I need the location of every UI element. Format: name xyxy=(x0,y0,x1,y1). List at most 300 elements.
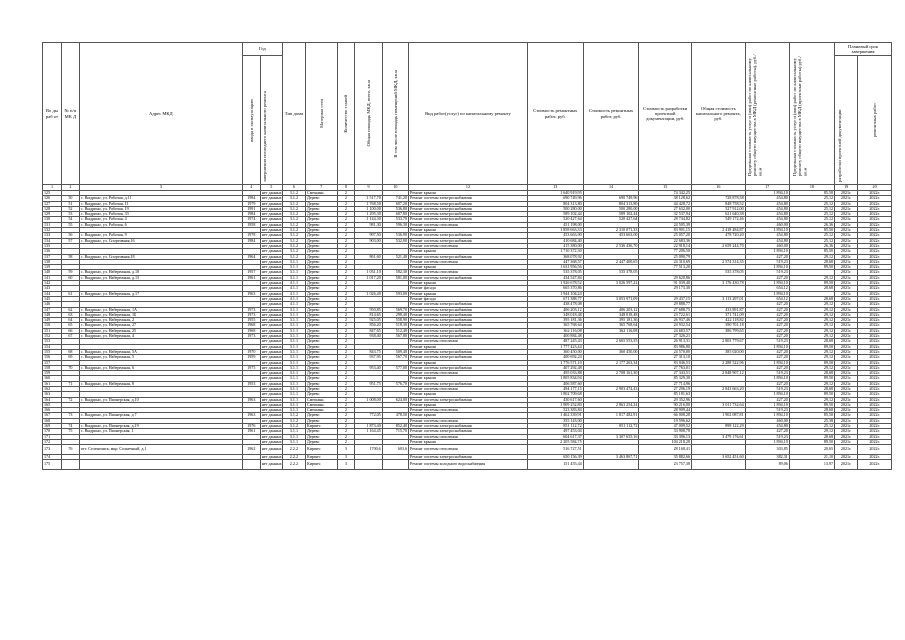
cell-limit-cost-design: 26,36 xyxy=(789,222,834,227)
cell-limit-cost-design: 29,12 xyxy=(789,355,834,360)
cell-last-repair-year: нет данных xyxy=(261,344,282,349)
cell-work-type: Ремонт крыши xyxy=(409,291,528,296)
cell-limit-cost-repair: 454,80 xyxy=(745,424,789,429)
cell-address: с. Выдрино, ул. Набережная, 1А xyxy=(79,307,242,312)
cell-work-type: Ремонт системы отопления xyxy=(409,222,528,227)
cell-limit-cost-design: 29,12 xyxy=(789,349,834,354)
cell-limit-cost-design: 25,12 xyxy=(789,201,834,206)
cell-work-type: Ремонт крыши xyxy=(409,265,528,270)
cell-commission-year: 1991 xyxy=(242,206,260,211)
cell-plan-design-year: 2021г. xyxy=(835,254,858,259)
cell-premises-area: 607,80 xyxy=(382,212,408,217)
cell-house-type: 3.1.1 xyxy=(282,323,305,328)
cell-total-cost: 2 659 244,70 xyxy=(692,243,746,248)
cell-floors: 2 xyxy=(337,371,355,376)
cell-address: с. Выдрино, ул. Набережная, 6 xyxy=(79,365,242,370)
cell-limit-cost-design: 25,12 xyxy=(789,238,834,243)
cell-repair-cost: 410 684,40 xyxy=(527,238,583,243)
cell-house-type: 3.1.1 xyxy=(282,275,305,280)
col-number: 9 xyxy=(355,185,382,191)
cell-floors: 2 xyxy=(337,318,355,323)
cell-house-type: 3.1.1 xyxy=(282,349,305,354)
col-number: 14 xyxy=(583,185,639,191)
cell-row-number: 152 xyxy=(43,334,62,339)
cell-total-cost: 3 479 176,61 xyxy=(692,434,746,439)
cell-house-type: 3.1.2 xyxy=(282,249,305,254)
cell-work-type: Ремонт системы электроснабжения xyxy=(409,212,528,217)
header-premises-area xyxy=(382,43,408,185)
cell-house-type: 3.1.1 xyxy=(282,328,305,333)
cell-premises-area: 582,30 xyxy=(382,270,408,275)
cell-floors: 2 xyxy=(337,424,355,429)
cell-work-type: Ремонт системы электроснабжения xyxy=(409,334,528,339)
cell-repair-cost-total xyxy=(583,445,639,455)
cell-wall-material: Дерево xyxy=(305,249,337,254)
cell-address: с. Выдрино, ул. Набережная, 8 xyxy=(79,381,242,386)
cell-commission-year: 1963 xyxy=(242,413,260,418)
cell-house-number: 65 xyxy=(61,323,79,328)
cell-house-number: 59 xyxy=(61,270,79,275)
cell-plan-repair-year: 2022г. xyxy=(858,445,892,455)
cell-address: с. Выдрино, ул. Набережная, 25 xyxy=(79,328,242,333)
cell-repair-cost-total: 690 749,96 xyxy=(583,196,639,201)
cell-commission-year: 1964 xyxy=(242,254,260,259)
cell-premises-area: 532,00 xyxy=(382,238,408,243)
cell-house-type: 3.1.1 xyxy=(282,386,305,391)
cell-total-cost: 422 118,82 xyxy=(692,318,746,323)
cell-repair-cost-total: 2 536 436,70 xyxy=(583,243,639,248)
cell-plan-repair-year: 2022г. xyxy=(858,439,892,444)
cell-limit-cost-design: 89,50 xyxy=(789,439,834,444)
cell-row-number: 159 xyxy=(43,371,62,376)
cell-commission-year: 1970 xyxy=(242,349,260,354)
cell-plan-repair-year: 2022г. xyxy=(858,275,892,280)
cell-total-area: 856,20 xyxy=(355,323,382,328)
cell-last-repair-year: нет данных xyxy=(261,269,282,275)
cell-house-type: 3.1.1 xyxy=(282,339,305,344)
cell-design-cost: 29 888,77 xyxy=(639,302,692,307)
cell-limit-cost-repair: 519,23 xyxy=(745,339,789,344)
cell-plan-design-year: 2021г. xyxy=(835,434,858,439)
cell-floors: 2 xyxy=(337,222,355,227)
cell-premises-area: 581,00 xyxy=(382,275,408,280)
cell-wall-material: Дерево xyxy=(305,439,337,444)
cell-wall-material: Кирпич xyxy=(305,445,337,455)
header-plan-design xyxy=(835,56,858,185)
col-number: 19 xyxy=(835,185,858,191)
cell-work-type: Ремонт системы электроснабжения xyxy=(409,238,528,243)
cell-plan-repair-year: 2022г. xyxy=(858,328,892,333)
cell-wall-material: Дерево xyxy=(305,392,337,397)
cell-house-number: 74 xyxy=(61,424,79,429)
cell-address: с. Выдрино, ул. Набережная, 4 xyxy=(79,334,242,339)
cell-premises-area: 569,70 xyxy=(382,307,408,312)
header-plan-group: Плановый срок завершения xyxy=(835,43,892,56)
cell-floors: 2 xyxy=(337,212,355,217)
cell-limit-cost-design: 29,12 xyxy=(789,429,834,434)
cell-repair-cost: 434 547,84 xyxy=(527,275,583,280)
cell-last-repair-year: нет данных xyxy=(261,370,282,376)
cell-house-type: 3.1.2 xyxy=(282,228,305,233)
cell-premises-area: 558,90 xyxy=(382,318,408,323)
cell-address: с. Выдрино, ул. Пионерская, д.10 xyxy=(79,397,242,402)
cell-house-type: 4.1.1 xyxy=(282,281,305,286)
cell-wall-material: Дерево xyxy=(305,360,337,365)
cell-plan-repair-year: 2022г. xyxy=(858,307,892,312)
cell-limit-cost-design: 25,12 xyxy=(789,196,834,201)
cell-repair-cost: 407 292,48 xyxy=(527,365,583,370)
cell-commission-year: 1963 xyxy=(242,397,260,402)
cell-total-area: 1 100,00 xyxy=(355,206,382,211)
cell-limit-cost-design: 25,12 xyxy=(789,217,834,222)
cell-plan-design-year: 2021г. xyxy=(835,312,858,317)
cell-house-type: 3.1.1 xyxy=(282,365,305,370)
cell-wall-material: Дерево xyxy=(305,254,337,259)
cell-last-repair-year: нет данных xyxy=(261,195,282,201)
cell-plan-design-year: 2021г. xyxy=(835,339,858,344)
cell-total-cost: 3 176 430,78 xyxy=(692,281,746,286)
cell-house-number: 56 xyxy=(61,233,79,238)
header-premises-area-label: В том числе площадь помещений МКД, кв.м xyxy=(392,69,398,158)
cell-repair-cost: 1 802 709,68 xyxy=(527,392,583,397)
cell-plan-design-year: 2021г. xyxy=(835,360,858,365)
cell-address: пгт. Селенгинск, мкр. Солнечный, д.1 xyxy=(79,445,242,455)
cell-house-number: 70 xyxy=(61,365,79,370)
cell-limit-cost-repair: 519,23 xyxy=(745,408,789,413)
col-number: 4 xyxy=(242,185,260,191)
cell-floors: 2 xyxy=(337,228,355,233)
cell-work-type: Ремонт системы электроснабжения xyxy=(409,201,528,206)
cell-wall-material: Смешанн. xyxy=(305,191,337,196)
cell-house-type: 3.1.1 xyxy=(282,371,305,376)
cell-plan-repair-year: 2022г. xyxy=(858,249,892,254)
cell-house-number: 63 xyxy=(61,312,79,317)
cell-wall-material: Дерево xyxy=(305,281,337,286)
cell-repair-cost: 650 156,39 xyxy=(527,454,583,459)
cell-plan-design-year: 2021г. xyxy=(835,439,858,444)
cell-repair-cost: 400 884,48 xyxy=(527,334,583,339)
cell-work-type: Ремонт системы электроснабжения xyxy=(409,349,528,354)
cell-floors: 2 xyxy=(337,291,355,296)
cell-total-area xyxy=(355,460,382,470)
cell-last-repair-year: нет данных xyxy=(261,190,282,195)
cell-house-type: 2.2.2 xyxy=(282,454,305,459)
cell-limit-cost-repair: 454,80 xyxy=(745,206,789,211)
cell-limit-cost-repair: 1 894,10 xyxy=(745,439,789,444)
cell-address: с. Выдрино, ул. Спортивная,18 xyxy=(79,254,242,259)
cell-house-number: 68 xyxy=(61,349,79,354)
cell-wall-material: Дерево xyxy=(305,339,337,344)
cell-total-cost: 2 848 907,12 xyxy=(692,371,746,376)
cell-floors: 3 xyxy=(337,454,355,459)
cell-design-cost: 24 932,54 xyxy=(639,323,692,328)
cell-premises-area: 509,40 xyxy=(382,349,408,354)
cell-plan-repair-year: 2022г. xyxy=(858,291,892,296)
cell-limit-cost-repair: 427,20 xyxy=(745,275,789,280)
cell-wall-material: Дерево xyxy=(305,376,337,381)
cell-last-repair-year: нет данных xyxy=(261,254,282,259)
header-col-2: № п/п МК Д xyxy=(61,43,79,185)
cell-design-cost: 19 596,62 xyxy=(639,418,692,423)
cell-total-cost: 2 843 663,20 xyxy=(692,386,746,391)
cell-limit-cost-repair: 454,80 xyxy=(745,196,789,201)
cell-plan-repair-year: 2022г. xyxy=(858,402,892,407)
cell-premises-area: 577,00 xyxy=(382,365,408,370)
cell-total-cost: 2 418 484,87 xyxy=(692,228,746,233)
header-plan-repair-label: ремонтных работ xyxy=(871,103,877,137)
cell-total-area: 1 144,30 xyxy=(355,217,382,222)
cell-plan-repair-year: 2022г. xyxy=(858,302,892,307)
cell-plan-design-year: 2021г. xyxy=(835,418,858,423)
col-number: 12 xyxy=(409,185,528,191)
cell-work-type: Ремонт системы электроснабжения xyxy=(409,217,528,222)
cell-repair-cost-total: 3 026 597,22 xyxy=(583,281,639,286)
cell-repair-cost-total: 2 447 400,65 xyxy=(583,259,639,264)
cell-floors: 2 xyxy=(337,397,355,402)
cell-commission-year: 1957 xyxy=(242,270,260,275)
cell-repair-cost: 365 768,64 xyxy=(527,323,583,328)
cell-total-area: 937,95 xyxy=(355,355,382,360)
cell-plan-repair-year: 2022г. xyxy=(858,217,892,222)
cell-wall-material: Дерево xyxy=(305,196,337,201)
cell-plan-repair-year: 2022г. xyxy=(858,339,892,344)
cell-repair-cost: 520 427,64 xyxy=(527,217,583,222)
cell-house-type: 2.2.2 xyxy=(282,445,305,455)
cell-limit-cost-repair: 454,80 xyxy=(745,233,789,238)
cell-house-type: 3.1.1 xyxy=(282,355,305,360)
cell-total-area: 997,50 xyxy=(355,233,382,238)
cell-total-cost: 390 701,18 xyxy=(692,323,746,328)
cell-limit-cost-repair: 427,20 xyxy=(745,429,789,434)
cell-last-repair-year: нет данных xyxy=(261,301,282,307)
cell-plan-design-year: 2021г. xyxy=(835,429,858,434)
cell-wall-material: Кирпич xyxy=(305,454,337,459)
cell-work-type: Ремонт системы электроснабжения xyxy=(409,312,528,317)
cell-limit-cost-repair: 1 894,10 xyxy=(745,392,789,397)
cell-row-number: 167 xyxy=(43,413,62,418)
cell-total-cost: 371 741,09 xyxy=(692,312,746,317)
cell-design-cost: 44 428,72 xyxy=(639,201,692,206)
cell-commission-year: 1984 xyxy=(242,212,260,217)
header-total-area xyxy=(355,43,382,185)
cell-repair-cost: 368 078,92 xyxy=(527,254,583,259)
cell-plan-repair-year: 2022г. xyxy=(858,265,892,270)
cell-floors: 2 xyxy=(337,281,355,286)
cell-row-number: 136 xyxy=(43,249,62,254)
cell-floors: 2 xyxy=(337,360,355,365)
cell-house-type: 3.1.1 xyxy=(282,429,305,434)
cell-last-repair-year: нет данных xyxy=(261,259,282,264)
cell-row-number: 137 xyxy=(43,254,62,259)
cell-repair-cost: 430 617,60 xyxy=(527,397,583,402)
cell-floors: 2 xyxy=(337,355,355,360)
cell-limit-cost-design: 28,68 xyxy=(789,259,834,264)
cell-wall-material: Дерево xyxy=(305,238,337,243)
cell-repair-cost-total: 2 708 161,30 xyxy=(583,371,639,376)
cell-repair-cost-total: 804 313,80 xyxy=(583,201,639,206)
cell-row-number: 165 xyxy=(43,402,62,407)
cell-design-cost: 28 909,44 xyxy=(639,408,692,413)
cell-premises-area: 567,80 xyxy=(382,334,408,339)
cell-total-area: 1700,6 xyxy=(355,445,382,455)
cell-limit-cost-design: 29,12 xyxy=(789,312,834,317)
cell-row-number: 163 xyxy=(43,392,62,397)
cell-house-type: 3.1.2 xyxy=(282,424,305,429)
header-last-repair-year-label: завершения последнего капитального ремонта xyxy=(262,91,268,182)
cell-wall-material: Дерево xyxy=(305,418,337,423)
cell-repair-cost: 665 370,86 xyxy=(527,286,583,291)
cell-last-repair-year: нет данных xyxy=(261,386,282,391)
cell-total-cost xyxy=(692,460,746,470)
cell-row-number: 131 xyxy=(43,222,62,227)
col-number: 3 xyxy=(79,185,242,191)
cell-wall-material: Дерево xyxy=(305,334,337,339)
cell-limit-cost-repair: 1 894,10 xyxy=(745,344,789,349)
cell-design-cost: 83 986,80 xyxy=(639,344,692,349)
cell-house-number: 76 xyxy=(61,445,79,455)
cell-house-type: 3.1.1 xyxy=(282,307,305,312)
cell-commission-year: 1961 xyxy=(242,275,260,280)
cell-total-area: 1 768,50 xyxy=(355,201,382,206)
cell-design-cost: 27 714,96 xyxy=(639,381,692,386)
cell-total-cost: 898 122,29 xyxy=(692,424,746,429)
cell-repair-cost-total: 2 177 263,34 xyxy=(583,360,639,365)
cell-row-number: 162 xyxy=(43,386,62,391)
cell-total-cost: 2 803 779,67 xyxy=(692,339,746,344)
cell-floors: 2 xyxy=(337,307,355,312)
cell-house-number: 67 xyxy=(61,334,79,339)
cell-wall-material: Дерево xyxy=(305,291,337,296)
cell-repair-cost-total: 395 181,36 xyxy=(583,318,639,323)
cell-repair-cost: 151 455,44 xyxy=(527,460,583,470)
cell-commission-year: 1955 xyxy=(242,318,260,323)
cell-repair-cost-total: 589 102,44 xyxy=(583,212,639,217)
cell-floors: 3 xyxy=(337,460,355,470)
cell-plan-design-year: 2021г. xyxy=(835,424,858,429)
cell-repair-cost: 400 692,24 xyxy=(527,355,583,360)
cell-total-area: 814,65 xyxy=(355,312,382,317)
cell-row-number: 166 xyxy=(43,408,62,413)
cell-plan-repair-year: 2022г. xyxy=(858,286,892,291)
cell-premises-area: 715,70 xyxy=(382,429,408,434)
cell-plan-design-year: 2021г. xyxy=(835,445,858,455)
cell-plan-design-year: 2021г. xyxy=(835,392,858,397)
cell-floors: 2 xyxy=(337,365,355,370)
cell-house-type: 3.1.1 xyxy=(282,376,305,381)
cell-plan-design-year: 2021г. xyxy=(835,318,858,323)
cell-wall-material: Дерево xyxy=(305,233,337,238)
cell-row-number: 126 xyxy=(43,196,62,201)
cell-row-number: 148 xyxy=(43,312,62,317)
cell-total-cost: 2 574 314,35 xyxy=(692,259,746,264)
cell-repair-cost: 494 177,15 xyxy=(527,386,583,391)
cell-limit-cost-repair: 654,12 xyxy=(745,296,789,301)
cell-plan-design-year: 2021г. xyxy=(835,275,858,280)
cell-plan-repair-year: 2022г. xyxy=(858,238,892,243)
cell-row-number: 174 xyxy=(43,454,62,459)
cell-address: с. Выдрино, ул. Набережная, 5А xyxy=(79,349,242,354)
cell-last-repair-year: нет данных xyxy=(261,206,282,211)
cell-floors: 2 xyxy=(337,233,355,238)
cell-plan-design-year: 2021г. xyxy=(835,371,858,376)
cell-plan-design-year: 2021г. xyxy=(835,206,858,211)
cell-work-type: Ремонт системы отопления xyxy=(409,418,528,423)
cell-plan-repair-year: 2022г. xyxy=(858,259,892,264)
cell-repair-cost: 1 944 104,24 xyxy=(527,291,583,296)
cell-design-cost: 27 688,75 xyxy=(639,307,692,312)
cell-limit-cost-design: 85,50 xyxy=(789,191,834,196)
cell-last-repair-year: нет данных xyxy=(261,375,282,381)
cell-wall-material: Дерево xyxy=(305,222,337,227)
cell-design-cost: 27 296,19 xyxy=(639,386,692,391)
cell-plan-design-year: 2021г. xyxy=(835,376,858,381)
cell-limit-cost-repair: 427,20 xyxy=(745,355,789,360)
cell-wall-material: Дерево xyxy=(305,296,337,301)
cell-last-repair-year: нет данных xyxy=(261,317,282,323)
cell-work-type: Ремонт системы электроснабжения xyxy=(409,429,528,434)
cell-row-number: 130 xyxy=(43,217,62,222)
cell-limit-cost-repair: 427,20 xyxy=(745,349,789,354)
cell-limit-cost-design: 25,12 xyxy=(789,212,834,217)
cell-repair-cost: 451 198,00 xyxy=(527,222,583,227)
cell-total-cost xyxy=(692,445,746,455)
cell-total-cost: 2 288 522,96 xyxy=(692,360,746,365)
cell-limit-cost-design: 85,50 xyxy=(789,413,834,418)
cell-plan-repair-year: 2022г. xyxy=(858,360,892,365)
cell-row-number: 127 xyxy=(43,201,62,206)
cell-wall-material: Смешанн. xyxy=(305,397,337,402)
cell-last-repair-year: нет данных xyxy=(261,397,282,402)
cell-plan-design-year: 2021г. xyxy=(835,344,858,349)
cell-address: с. Выдрино, ул. Рабочая, 9 xyxy=(79,233,242,238)
cell-last-repair-year: нет данных xyxy=(261,333,282,339)
cell-plan-repair-year: 2022г. xyxy=(858,281,892,286)
cell-limit-cost-repair: 460,00 xyxy=(745,243,789,248)
cell-total-area: 1 517,70 xyxy=(355,196,382,201)
cell-total-cost: 527 912,00 xyxy=(692,206,746,211)
cell-plan-repair-year: 2022г. xyxy=(858,196,892,201)
cell-last-repair-year: нет данных xyxy=(261,296,282,301)
cell-plan-design-year: 2021г. xyxy=(835,408,858,413)
cell-commission-year: 1974 xyxy=(242,217,260,222)
cell-design-cost: 85 329,30 xyxy=(639,376,692,381)
cell-limit-cost-design: 28,68 xyxy=(789,386,834,391)
cell-repair-cost-total: 520 427,64 xyxy=(583,217,639,222)
cell-total-area: 953,40 xyxy=(355,365,382,370)
cell-house-number: 54 xyxy=(61,217,79,222)
header-commission-year-label: ввода в эксплуатацию xyxy=(248,98,254,142)
cell-row-number: 158 xyxy=(43,365,62,370)
cell-commission-year: 1976 xyxy=(242,424,260,429)
cell-house-type: 3.1.1 xyxy=(282,402,305,407)
capital-repair-table-sheet xyxy=(42,42,892,470)
cell-row-number: 146 xyxy=(43,302,62,307)
cell-limit-cost-design: 89,50 xyxy=(789,265,834,270)
header-repair-cost: Стоимость ремонтных работ, руб. xyxy=(527,43,583,185)
cell-premises-area: 741,20 xyxy=(382,196,408,201)
cell-limit-cost-repair: 654,12 xyxy=(745,286,789,291)
capital-repair-table xyxy=(42,42,892,470)
cell-floors: 2 xyxy=(337,206,355,211)
cell-address: с. Выдрино, ул. Пионерская, д.7 xyxy=(79,413,242,418)
cell-house-number: 66 xyxy=(61,328,79,333)
cell-design-cost: 24 683,57 xyxy=(639,328,692,333)
cell-premises-area: 533,70 xyxy=(382,217,408,222)
cell-plan-design-year: 2021г. xyxy=(835,217,858,222)
cell-commission-year: 1962 xyxy=(242,445,260,455)
cell-design-cost: 47 009,52 xyxy=(639,424,692,429)
cell-premises-area: 852,40 xyxy=(382,424,408,429)
